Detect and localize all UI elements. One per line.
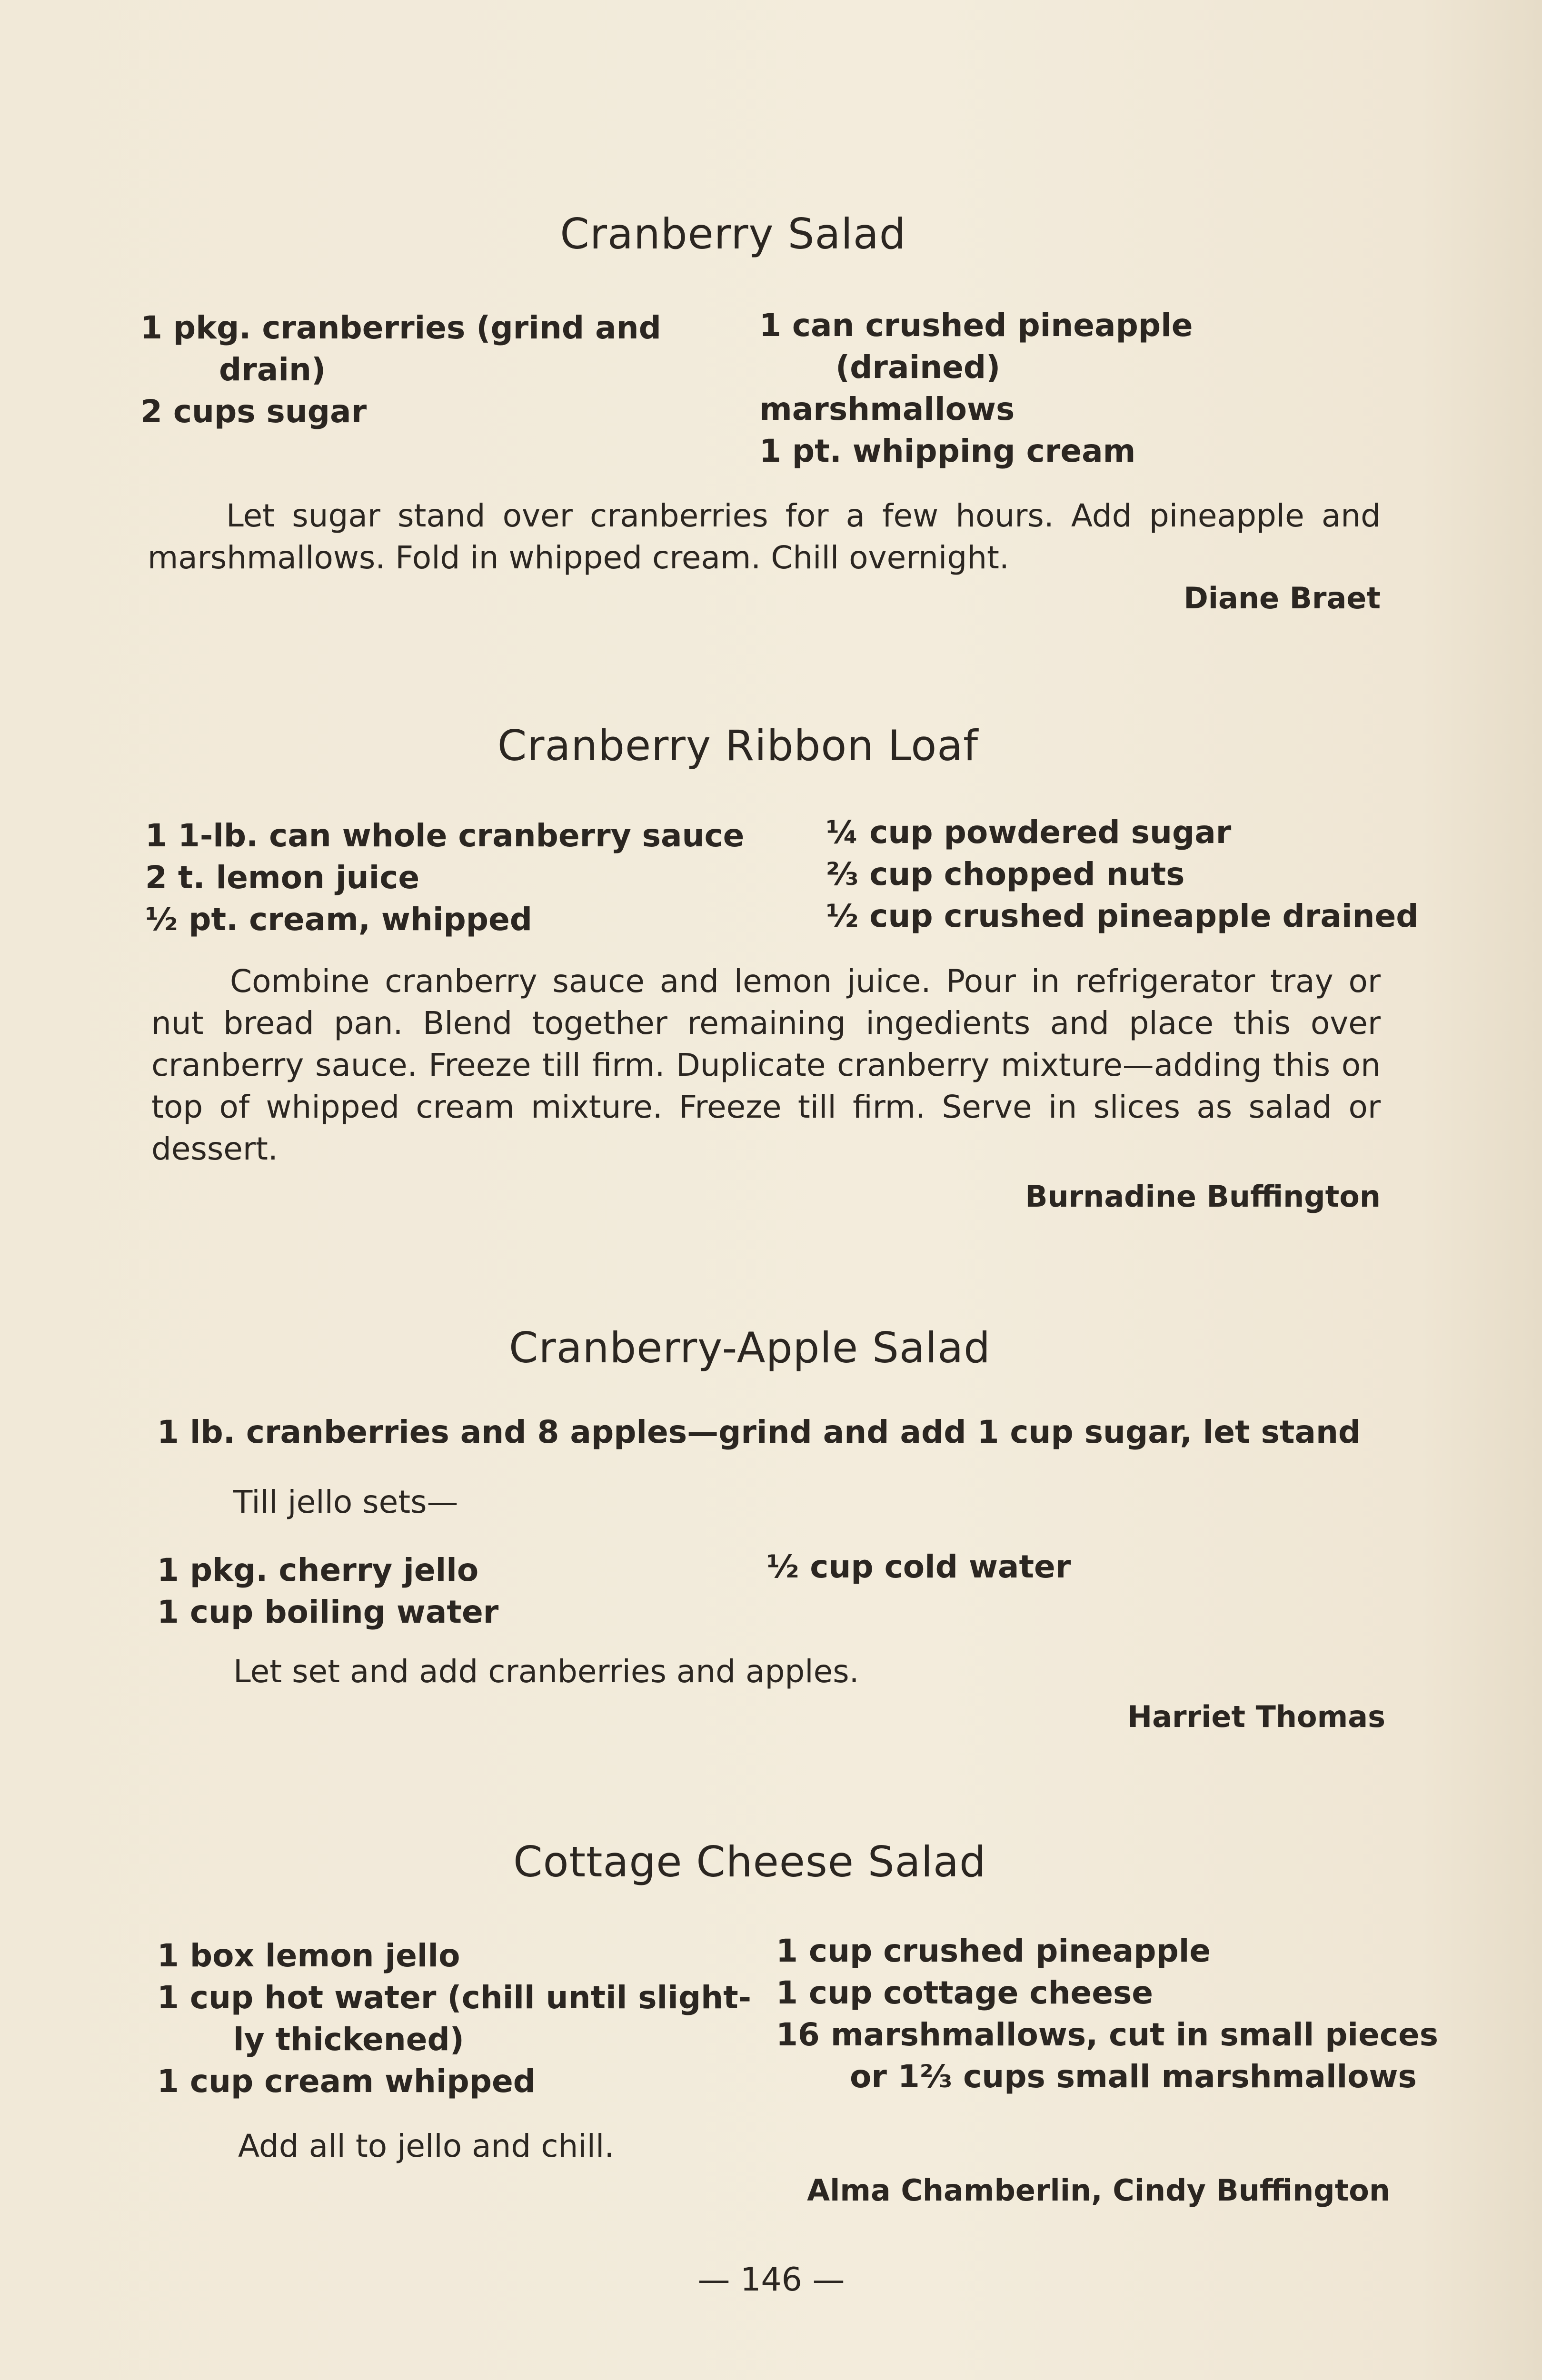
recipe-intro-note: Till jello sets—: [233, 1484, 458, 1520]
ingredient-line: 1 cup boiling water: [157, 1594, 499, 1630]
ingredient-line: 1 pt. whipping cream: [759, 433, 1136, 469]
ingredient-line: 1 cup crushed pineapple: [776, 1933, 1211, 1969]
ingredient-line: ½ cup cold water: [766, 1548, 1071, 1585]
ingredient-line: 1 pkg. cherry jello: [157, 1552, 479, 1588]
ingredient-line: 1 cup cottage cheese: [776, 1974, 1153, 2011]
ingredient-line: 1 pkg. cranberries (grind and: [140, 309, 661, 346]
ingredient-line: 1 1-lb. can whole cranberry sauce: [145, 817, 745, 854]
ingredient-line: 1 cup hot water (chill until slight-: [157, 1979, 752, 2016]
recipe-directions: Combine cranberry sauce and lemon juice. Pour in refrigerator tray or nut bread pan. Blend together remaining ingedients and place this over cranberry sauce. Freeze till firm. Duplicate cranberry mixture—adding this on top of whipped cream mixture. Freeze till firm. Serve in slices as salad or dessert.: [151, 963, 1381, 1167]
ingredient-line: 1 cup cream whipped: [157, 2063, 536, 2100]
recipe-author: Diane Braet: [1184, 581, 1381, 615]
recipe-author: Harriet Thomas: [1127, 1699, 1385, 1734]
ingredient-line: or 1⅔ cups small marshmallows: [850, 2058, 1417, 2095]
ingredient-line: marshmallows: [759, 391, 1015, 427]
page-number: — 146 —: [697, 2261, 845, 2299]
recipe-intro: 1 lb. cranberries and 8 apples—grind and add 1 cup sugar, let stand: [157, 1414, 1361, 1450]
ingredient-line: 2 t. lemon juice: [145, 859, 420, 896]
recipe-directions: Let set and add cranberries and apples.: [233, 1653, 859, 1690]
ingredient-line: 16 marshmallows, cut in small pieces: [776, 2016, 1438, 2053]
ingredient-line: ¼ cup powdered sugar: [826, 814, 1232, 851]
ingredient-line: drain): [219, 351, 326, 388]
ingredient-line: 1 box lemon jello: [157, 1937, 460, 1974]
ingredient-line: ly thickened): [233, 2021, 464, 2058]
recipe-directions: Add all to jello and chill.: [238, 2128, 615, 2164]
ingredient-line: (drained): [836, 349, 1001, 386]
recipe-title: Cranberry-Apple Salad: [509, 1323, 991, 1372]
recipe-directions: Let sugar stand over cranberries for a few hours. Add pineapple and marshmallows. Fold in whipped cream. Chill overnight.: [148, 497, 1381, 576]
recipe-author: Alma Chamberlin, Cindy Buffington: [807, 2173, 1390, 2208]
ingredient-line: 1 can crushed pineapple: [759, 307, 1193, 344]
ingredient-line: ½ cup crushed pineapple drained: [826, 898, 1419, 934]
ingredient-line: 2 cups sugar: [140, 393, 367, 430]
recipe-title: Cottage Cheese Salad: [513, 1837, 986, 1886]
recipe-author: Burnadine Buffington: [1025, 1179, 1381, 1214]
ingredient-line: ⅔ cup chopped nuts: [826, 856, 1185, 892]
recipe-title: Cranberry Salad: [560, 209, 906, 258]
ingredient-line: ½ pt. cream, whipped: [145, 901, 533, 938]
recipe-title: Cranberry Ribbon Loaf: [497, 721, 979, 770]
